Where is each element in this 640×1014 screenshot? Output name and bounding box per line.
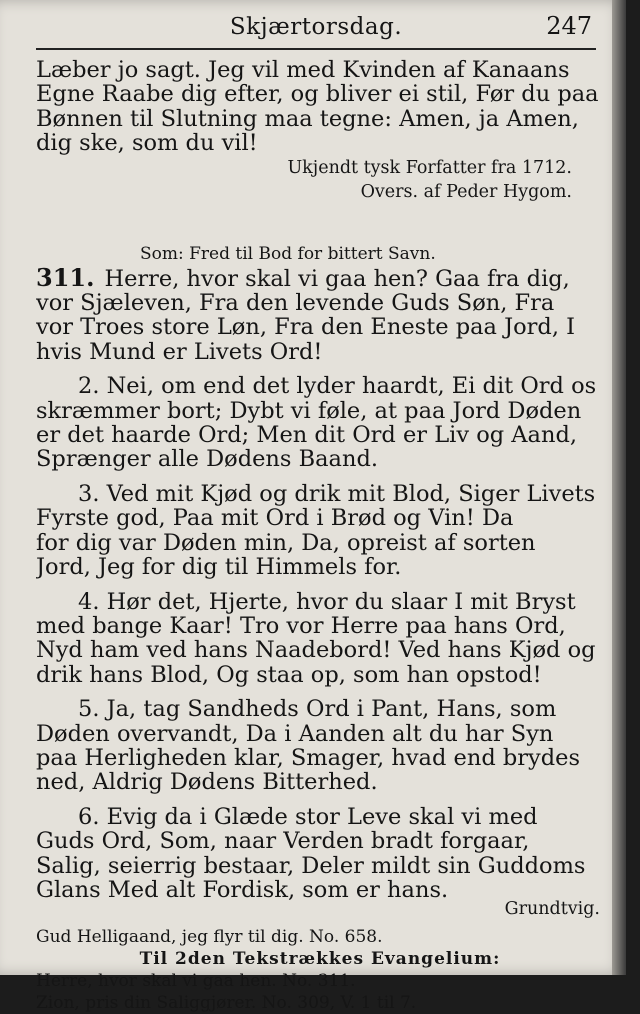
verse-line: 6. Evig da i Glæde stor Leve skal vi med [78,804,538,830]
verse-line: 311. Herre, hvor skal vi gaa hen? Gaa fra dig, [36,266,604,291]
page-number: 247 [546,12,592,40]
hymn-author: Grundtvig. [504,899,600,920]
verse-line: skræmmer bort; Dybt vi føle, at paa Jord Døden [36,398,582,424]
previous-hymn-end [36,58,604,204]
running-head [36,10,596,50]
verse-line: Fyrste god, Paa mit Ord i Brød og Vin! Da [36,506,514,531]
gospel-hymn-ref: Zion, pris din Saliggjører. No. 309, V. 1 til 7. [36,993,417,1014]
verse-line: Guds Ord, Som, naar Verden bradt forgaar, [36,829,530,854]
verse-line: Salig, seierrig bestaar, Deler mildt sin Guddoms [36,853,586,878]
verse-line: ned, Aldrig Dødens Bitterhed. [36,770,378,795]
verse-line: 4. Hør det, Hjerte, hvor du slaar I mit Bryst [78,589,576,614]
page-content [36,58,604,1014]
text-line: Bønnen til Slutning maa tegne: Amen, ja Amen, [36,106,579,132]
hymn-number: 311. [36,265,95,292]
translator: Overs. af Peder Hygom. [360,181,572,202]
verse-line: med bange Kaar! Tro vor Herre paa hans Ord, [36,613,566,639]
page-edge [612,0,626,975]
gospel-hymn-ref: Herre, hvor skal vi gaa hen. No. 311. [36,971,356,992]
verse-line: 2. Nei, om end det lyder haardt, Ei dit Ord os [78,374,597,399]
hymn-311 [36,266,604,921]
text-line: Læber jo sagt. Jeg vil med Kvinden af Kanaans [36,58,570,83]
text-line: dig ske, som du vil! [36,131,258,156]
cross-reference: Gud Helligaand, jeg flyr til dig. No. 658. [36,927,383,948]
verse-line: drik hans Blod, Og staa op, som han opstod! [36,662,542,688]
verse-line: for dig var Døden min, Da, opreist af sorten [36,530,536,556]
verse-line: Sprænger alle Dødens Baand. [36,447,379,472]
verse-line: 3. Ved mit Kjød og drik mit Blod, Siger Livets [78,481,596,507]
verse-line: Nyd ham ved hans Naadebord! Ved hans Kjød og [36,638,596,663]
verse-line: 5. Ja, tag Sandheds Ord i Pant, Hans, som [78,697,557,722]
attribution: Ukjendt tysk Forfatter fra 1712. [287,157,572,178]
verse-line: hvis Mund er Livets Ord! [36,339,323,365]
verse-line: er det haarde Ord; Men dit Ord er Liv og Aand, [36,423,577,448]
verse-line: vor Troes store Løn, Fra den Eneste paa Jord, I [36,315,576,340]
verse-line: Glans Med alt Fordisk, som er hans. [36,877,449,903]
text-line: Egne Raabe dig efter, og bliver ei stil, Før du paa [36,82,599,107]
running-title: Skjærtorsdag. [229,14,403,40]
gospel-heading: Til 2den Tekstrækkes Evangelium: [139,949,501,970]
verse-line: Jord, Jeg for dig til Himmels for. [36,555,402,580]
verse-line: paa Herligheden klar, Smager, hvad end brydes [36,745,581,771]
verse-line: vor Sjæleven, Fra den levende Guds Søn, Fra [36,291,555,316]
verse-line: Døden overvandt, Da i Aanden alt du har Syn [36,721,554,746]
melody-note: Som: Fred til Bod for bittert Savn. [140,243,436,264]
